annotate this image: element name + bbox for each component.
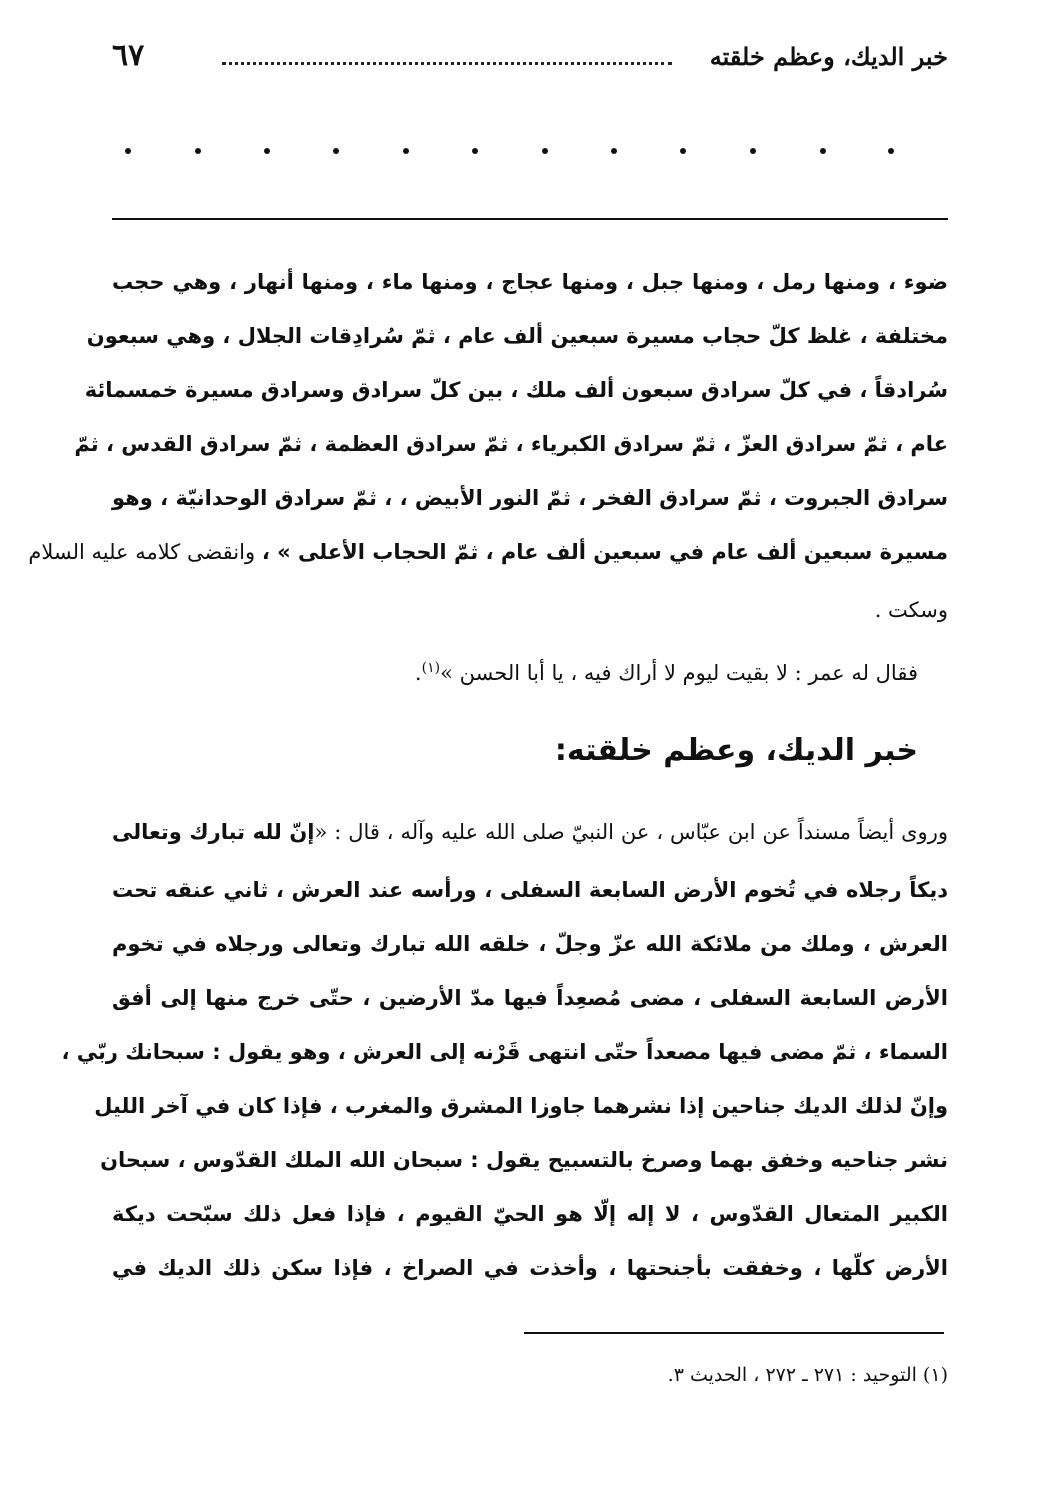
text-line: الأرض كلّها ، وخفقت بأجنحتها ، وأخذت في الصراخ ، فإذا سكن ذلك الديك في [112, 1256, 948, 1280]
header-rule [112, 218, 948, 220]
ornament-dot-row [112, 130, 952, 170]
ornament-dot [611, 148, 617, 154]
text-line-mixed [28, 532, 948, 572]
text-line: عام ، ثمّ سرادق العزّ ، ثمّ سرادق الكبرياء ، ثمّ سرادق العظمة ، ثمّ سرادق القدس ، ثمّ [74, 432, 948, 456]
ornament-dot [333, 148, 339, 154]
text-line-mixed [112, 812, 948, 852]
text-line: ضوء ، ومنها رمل ، ومنها جبل ، ومنها عجاج ، ومنها ماء ، ومنها أنهار ، وهي حجب [112, 270, 948, 294]
section-heading: خبر الديك، وعظم خلقته: [554, 733, 918, 768]
text-line: مختلفة ، غلظ كلّ حجاب مسيرة سبعين ألف عام ، ثمّ سُرادِقات الجلال ، وهي سبعون [86, 324, 948, 348]
dot-leader [222, 62, 672, 65]
text-line: وإنّ لذلك الديك جناحين إذا نشرهما جاوزا المشرق والمغرب ، فإذا كان في آخر الليل [94, 1094, 948, 1118]
text-line: العرش ، وملك من ملائكة الله عزّ وجلّ ، خلقه الله تبارك وتعالى ورجلاه في تخوم [112, 932, 948, 956]
ornament-dot [264, 148, 270, 154]
ornament-dot [542, 148, 548, 154]
text-line: الأرض السابعة السفلى ، مضى مُصعِداً فيها مدّ الأرضين ، حتّى خرج منها إلى أفق [112, 986, 948, 1010]
footnote: (١) التوحيد : ٢٧١ ـ ٢٧٢ ، الحديث ٣. [667, 1364, 948, 1386]
text-line: سُرادقاً ، في كلّ سرادق سبعون ألف ملك ، بين كلّ سرادق وسرادق مسيرة خمسمائة [84, 378, 948, 402]
running-head [112, 38, 948, 84]
footnote-rule [524, 1332, 944, 1334]
text-run-light: وانقضى كلامه عليه السلام [28, 540, 262, 564]
text-line: سرادق الجبروت ، ثمّ سرادق الفخر ، ثمّ النور الأبيض ، ، ثمّ سرادق الوحدانيّة ، وهو [112, 486, 948, 510]
footnote-reference: (١) [421, 660, 441, 676]
ornament-dot [403, 148, 409, 154]
ornament-dot [472, 148, 478, 154]
text-line: الكبير المتعال القدّوس ، لا إله إلّا هو الحيّ القيوم ، فإذا فعل ذلك سبّحت ديكة [112, 1202, 948, 1226]
ornament-dot [195, 148, 201, 154]
ornament-dot [820, 148, 826, 154]
text-line: السماء ، ثمّ مضى فيها مصعداً حتّى انتهى قَرْنه إلى العرش ، وهو يقول : سبحانك ربّي ، [61, 1040, 948, 1064]
text-run-light: وروى أيضاً مسنداً عن ابن عبّاس ، عن النبيّ صلى الله عليه وآله ، قال : « [314, 820, 948, 844]
running-title: خبر الديك، وعظم خلقته [709, 42, 948, 71]
omar-quote-text: فقال له عمر : لا بقيت ليوم لا أراك فيه ، يا أبا الحسن » [440, 661, 918, 685]
ornament-dot [680, 148, 686, 154]
ornament-dot [125, 148, 131, 154]
page-number: ٦٧ [112, 38, 145, 73]
ornament-dot [888, 148, 894, 154]
text-run-bold: مسيرة سبعين ألف عام في سبعين ألف عام ، ثمّ الحجاب الأعلى » ، [261, 540, 948, 564]
text-line: نشر جناحيه وخفق بهما وصرخ بالتسبيح يقول : سبحان الله الملك القدّوس ، سبحان [100, 1148, 948, 1172]
text-run-bold: إنّ لله تبارك وتعالى [112, 820, 315, 844]
omar-quote-line [415, 648, 918, 693]
ornament-dot [750, 148, 756, 154]
text-line: ديكاً رجلاه في تُخوم الأرض السابعة السفلى ، ورأسه عند العرش ، ثاني عنقه تحت [112, 878, 948, 902]
text-line: وسكت . [874, 598, 948, 622]
sentence-end: . [414, 661, 422, 685]
